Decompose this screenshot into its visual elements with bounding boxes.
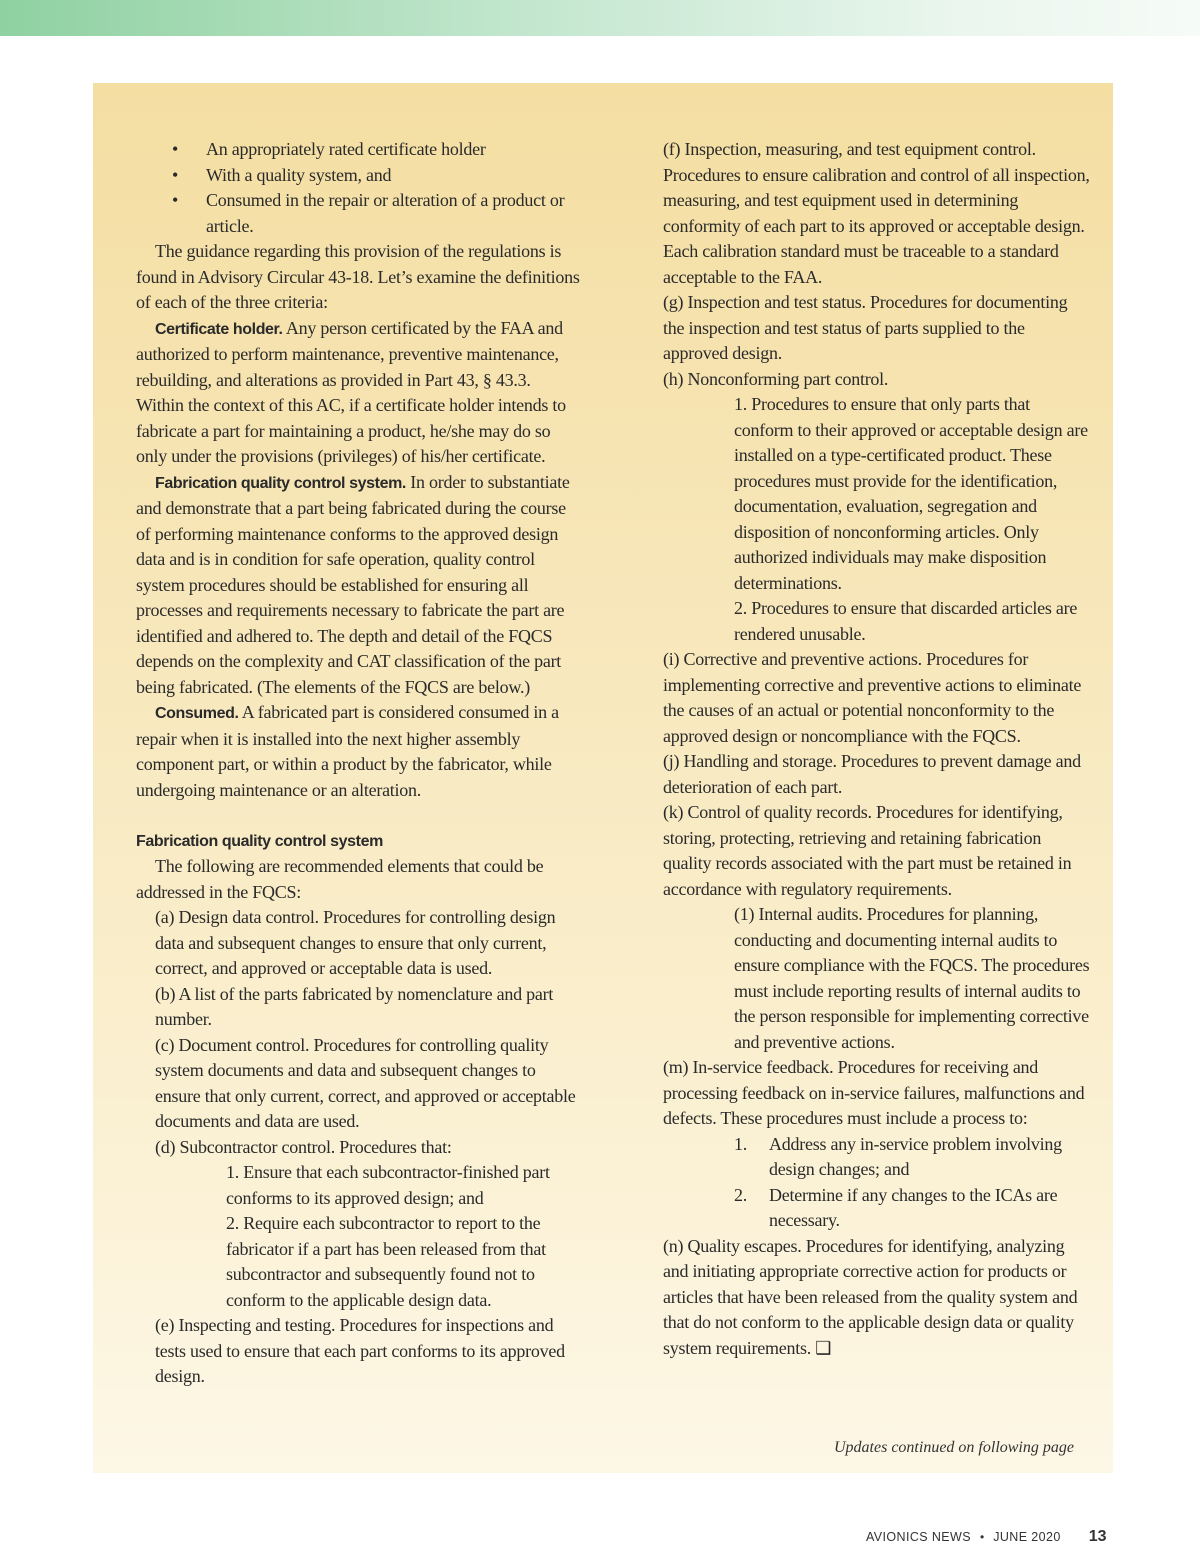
item-k: (k) Control of quality records. Procedures for identifying, storing, protecting, retrieving and retaining fabrication quality records associated with the part must be retained in accordance with regulatory requirements. [663, 802, 1072, 899]
item-i: (i) Corrective and preventive actions. Procedures for implementing corrective and preventive actions to eliminate the causes of an actual or potential nonconformity to the approved design or noncompliance with the FQCS. [663, 649, 1082, 746]
publication-name: AVIONICS NEWS [866, 1530, 971, 1544]
list-item: • Consumed in the repair or alteration of a product or article. [172, 190, 565, 236]
item-d: (d) Subcontractor control. Procedures that: [155, 1136, 452, 1157]
continued-note: Updates continued on following page [834, 1439, 1074, 1456]
right-column [663, 137, 1091, 1361]
run-in-heading: Fabrication quality control system. [155, 474, 406, 492]
item-h-1: 1. Procedures to ensure that only parts that conform to their approved or acceptable design are installed on a type-certificated product. These procedures must provide for the identification, documentation, evaluation, segregation and disposition of nonconforming articles. Only authorized individuals may make disposition determinations. [734, 394, 1088, 593]
guidance-paragraph: The guidance regarding this provision of the regulations is found in Advisory Circular 43-18. Let’s examine the definitions of each of the three criteria: [136, 241, 580, 312]
bullet-icon: • [172, 164, 179, 185]
footer-separator: • [979, 1530, 985, 1544]
item-m-list [663, 1132, 1091, 1234]
following-paragraph: The following are recommended elements that could be addressed in the FQCS: [136, 856, 544, 902]
item-g: (g) Inspection and test status. Procedures for documenting the inspection and test status of parts supplied to the approved design. [663, 292, 1068, 363]
fabrication-qcs-paragraph: Fabrication quality control system. In order to substantiate and demonstrate that a part being fabricated during the course of performing maintenance conforms to the approved design data and is in condition for safe operation, quality control system procedures should be established for ensuring all processes and requirements necessary to fabricate the part are identified and adhered to. The depth and detail of the FQCS depends on the complexity and CAT classification of the part being fabricated. (The elements of the FQCS are below.) [136, 471, 570, 697]
item-k-1: (1) Internal audits. Procedures for planning, conducting and documenting internal audits to ensure compliance with the FQCS. The procedures must include reporting results of internal audits to the person responsible for implementing corrective and preventive actions. [734, 904, 1090, 1052]
run-in-heading: Consumed. [155, 705, 239, 722]
item-d-1: 1. Ensure that each subcontractor-finished part conforms to its approved design; and [226, 1162, 550, 1208]
page-footer [866, 1528, 1107, 1548]
list-item: • An appropriately rated certificate holder [136, 137, 582, 163]
item-h: (h) Nonconforming part control. [663, 368, 889, 389]
list-item: 1. Address any in-service problem involving design changes; and [734, 1133, 1062, 1179]
item-b: (b) A list of the parts fabricated by nomenclature and part number. [155, 983, 554, 1029]
issue-date: JUNE 2020 [993, 1530, 1061, 1544]
item-e: (e) Inspecting and testing. Procedures for inspections and tests used to ensure that each part conforms to its approved design. [155, 1315, 565, 1386]
top-color-band [0, 0, 1200, 36]
bullet-icon: • [172, 139, 179, 159]
criteria-bullet-list [136, 137, 582, 239]
item-j: (j) Handling and storage. Procedures to prevent damage and deterioration of each part. [663, 751, 1081, 797]
item-d-2: 2. Require each subcontractor to report to the fabricator if a part has been released from that subcontractor and subsequently found not to conform to the applicable design data. [226, 1213, 546, 1310]
item-c: (c) Document control. Procedures for controlling quality system documents and data and subsequent changes to ensure that only current, correct, and approved or acceptable documents and data are used. [155, 1034, 576, 1131]
run-in-heading: Certificate holder. [155, 320, 283, 338]
consumed-paragraph: Consumed. A fabricated part is considered consumed in a repair when it is installed into the next higher assembly component part, or within a product by the fabricator, while undergoing maintenance or an alteration. [136, 702, 559, 800]
bullet-icon: • [172, 190, 179, 210]
page-number: 13 [1088, 1528, 1107, 1545]
list-item: 2. Determine if any changes to the ICAs are necessary. [734, 1184, 1058, 1230]
end-mark-icon: ❑ [815, 1337, 832, 1358]
item-a: (a) Design data control. Procedures for controlling design data and subsequent changes to ensure that only current, correct, and approved or acceptable data is used. [155, 907, 556, 978]
left-column [136, 137, 582, 1390]
certificate-holder-paragraph: Certificate holder. Any person certificated by the FAA and authorized to perform maintenance, preventive maintenance, rebuilding, and alterations as provided in Part 43, § 43.3. Within the context of this AC, if a certificate holder intends to fabricate a part for maintaining a product, he/she may do so only under the provisions (privileges) of his/her certificate. [136, 317, 566, 466]
item-h-2: 2. Procedures to ensure that discarded articles are rendered unusable. [734, 598, 1078, 644]
item-m: (m) In-service feedback. Procedures for receiving and processing feedback on in-service failures, malfunctions and defects. These procedures must include a process to: [663, 1057, 1085, 1128]
list-item: • With a quality system, and [136, 163, 582, 189]
item-n: (n) Quality escapes. Procedures for identifying, analyzing and initiating appropriate corrective action for products or articles that have been released from the quality system and that do not conform to the applicable design data or quality system requirements. ❑ [663, 1235, 1078, 1358]
item-f: (f) Inspection, measuring, and test equipment control. Procedures to ensure calibration and control of all inspection, measuring, and test equipment used in determining conformity of each part to its approved or acceptable design. Each calibration standard must be traceable to a standard acceptable to the FAA. [663, 139, 1090, 287]
section-heading: Fabrication quality control system [136, 832, 383, 850]
